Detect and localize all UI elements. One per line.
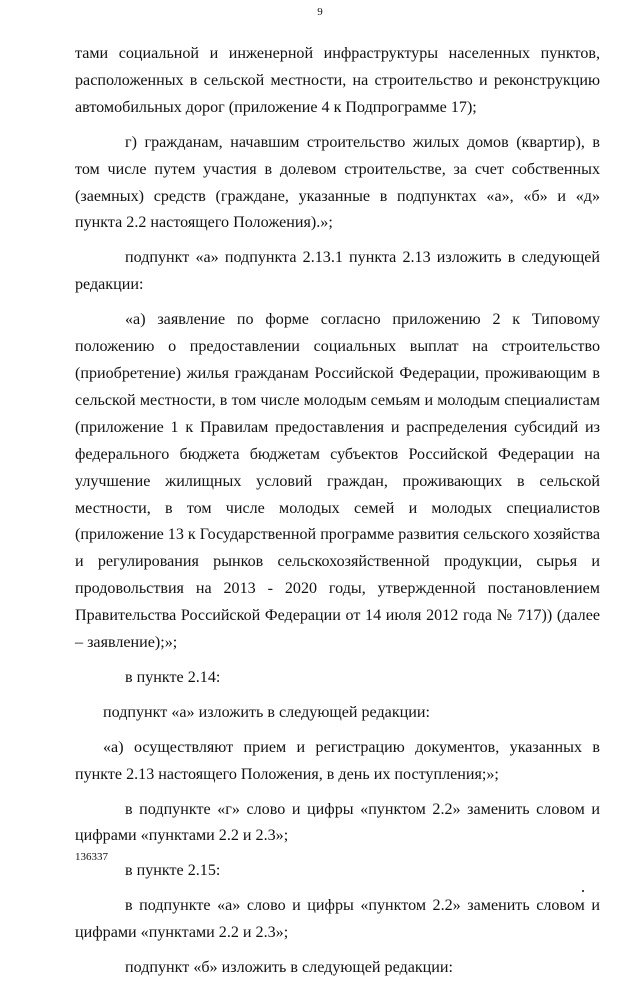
paragraph-amend-2-13-1: подпункт «а» подпункта 2.13.1 пункта 2.13 изложить в следующей редакции: bbox=[75, 249, 600, 294]
paragraph-clause-2-14: в пункте 2.14: bbox=[125, 668, 221, 686]
paragraph-clause-2-15: в пункте 2.15: bbox=[125, 862, 221, 880]
scan-speck bbox=[582, 890, 584, 892]
paragraph-amend-subitem-a-2-15: в подпункте «а» слово и цифры «пунктом 2.2» заменить словом и цифрами «пунктами 2.2 и 2.3»; bbox=[75, 897, 600, 942]
paragraph-subitem-g: г) гражданам, начавшим строительство жилых домов (квартир), в том числе путем участия в долевом строительстве, за счет собственных (заемных) средств (граждане, указанные в подпунктах «а», «б» и «д» пункта 2.2 настоящего Положения).»; bbox=[75, 133, 600, 232]
paragraph-subitem-a-registration: «а) осуществляют прием и регистрацию документов, указанных в пункте 2.13 настоящего Положения, в день их поступления;»; bbox=[75, 738, 600, 783]
paragraph-continuation: тами социальной и инженерной инфраструктуры населенных пунктов, расположенных в сельской местности, на строительство и реконструкцию автомобильных дорог (приложение 4 к Подпрограмме 17); bbox=[75, 45, 600, 116]
paragraph-amend-subitem-a: подпункт «а» изложить в следующей редакции: bbox=[103, 703, 430, 721]
paragraph-amend-subitem-g: в подпункте «г» слово и цифры «пунктом 2.2» заменить словом и цифрами «пунктами 2.2 и 2.3»; bbox=[75, 800, 600, 845]
page-number: 9 bbox=[317, 6, 323, 18]
document-id: 136337 bbox=[75, 851, 108, 863]
paragraph-amend-subitem-b: подпункт «б» изложить в следующей редакции: bbox=[125, 959, 453, 977]
document-body bbox=[75, 41, 600, 982]
paragraph-subitem-a-application: «а) заявление по форме согласно приложению 2 к Типовому положению о предоставлении социальных выплат на строительство (приобретение) жилья гражданам Российской Федерации, проживающим в сельской местности, в том числе молодым семьям и молодым специалистам (приложение 1 к Правилам предоставления и распределения субсидий из федерального бюджета бюджетам субъектов Российской Федерации на улучшение жилищных условий граждан, проживающих в сельской местности, в том числе молодых семей и молодых специалистов (приложение 13 к Государственной программе развития сельского хозяйства и регулирования рынков сельскохозяйственной продукции, сырья и продовольствия на 2013 - 2020 годы, утвержденной постановлением Правительства Российской Федерации от 14 июля 2012 года № 717)) (далее – заявление);»; bbox=[75, 311, 600, 652]
